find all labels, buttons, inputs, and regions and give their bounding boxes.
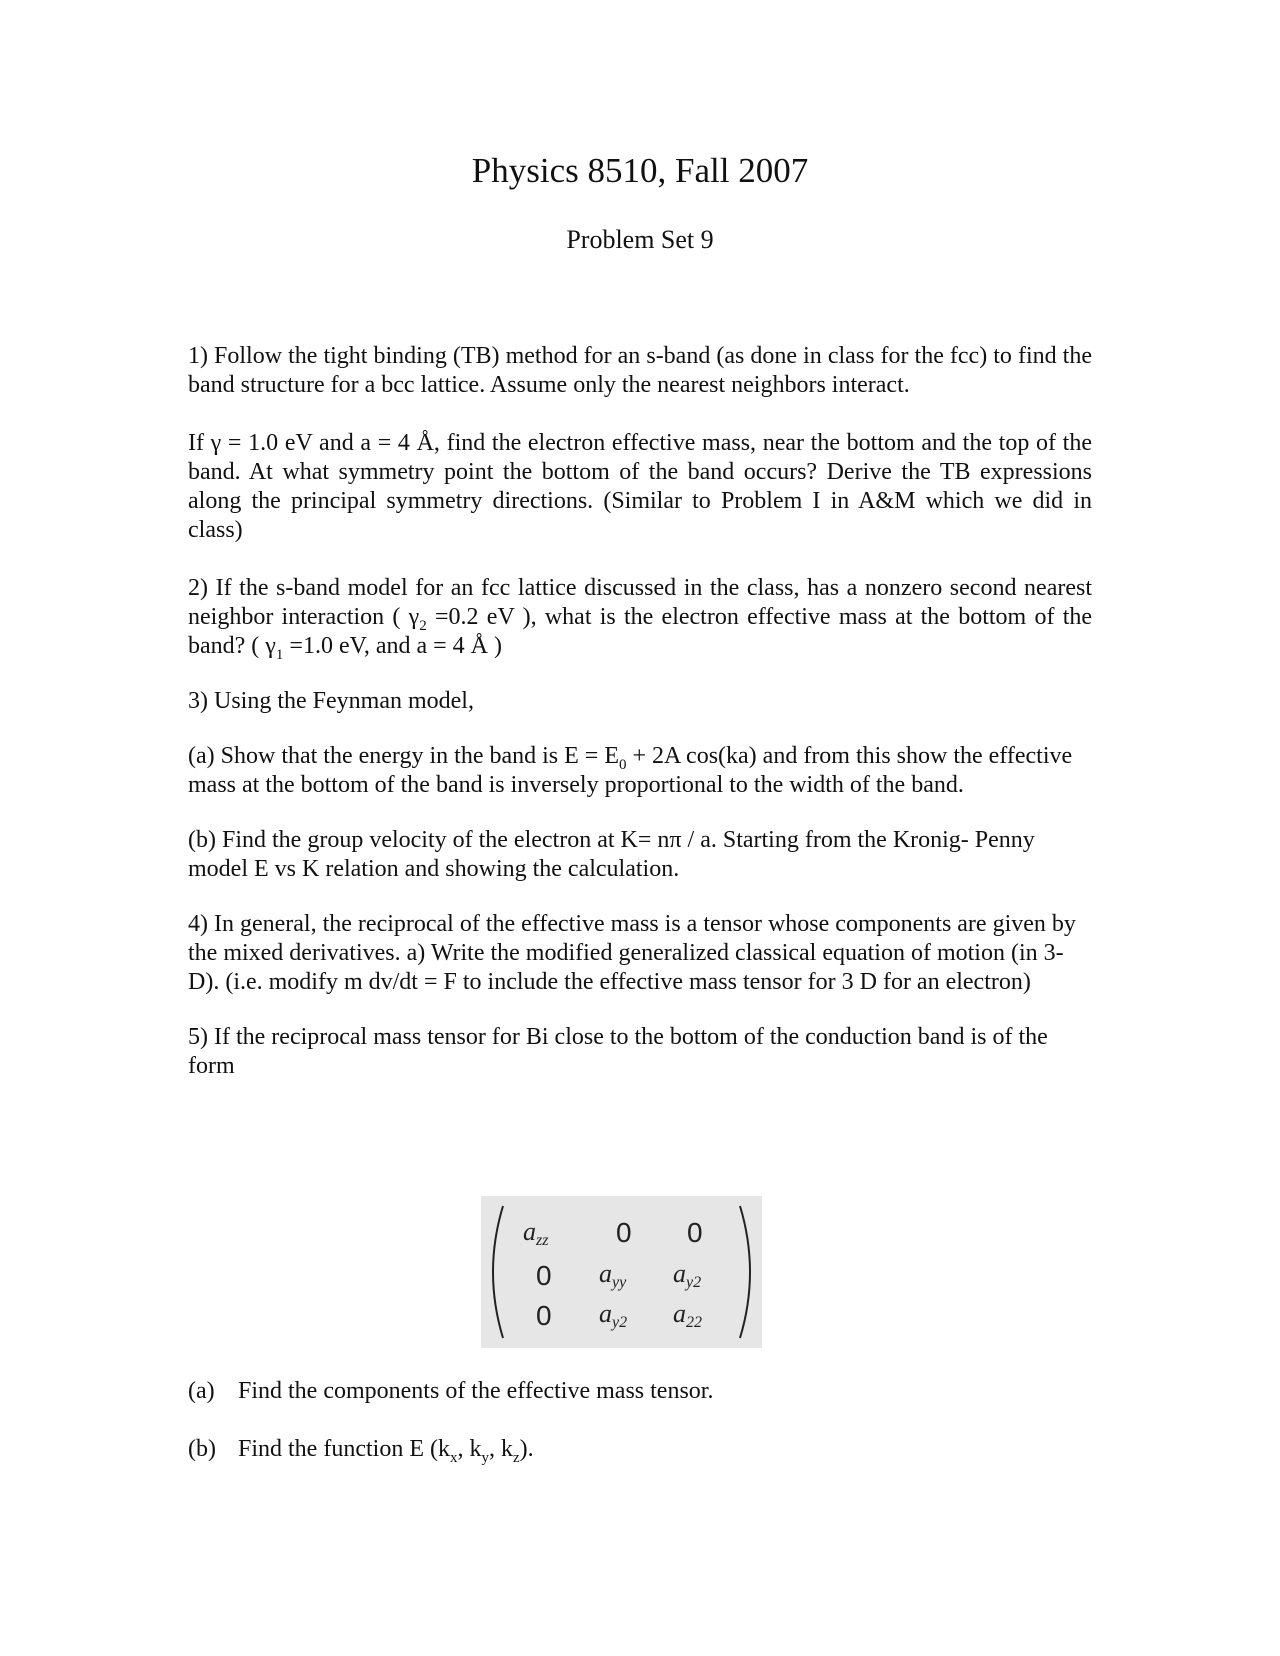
page-subtitle: Problem Set 9 xyxy=(566,225,714,254)
matrix-cell-r1c1: azz xyxy=(523,1217,549,1249)
problem-2-text-b: =0.2 eV ), what is the electron effective mass at the bottom of the band? ( γ xyxy=(188,604,1093,659)
subpart-a xyxy=(188,1377,713,1406)
kx-subscript: x xyxy=(449,1449,458,1466)
matrix-cell-r3c1: 0 xyxy=(536,1300,552,1331)
subpart-b xyxy=(188,1435,534,1464)
subpart-a-text: Find the components of the effective mass tensor. xyxy=(238,1378,714,1404)
page-title: Physics 8510, Fall 2007 xyxy=(471,151,809,190)
problem-list xyxy=(188,342,1092,1081)
left-parenthesis xyxy=(493,1206,503,1338)
problem-3-intro: 3) Using the Feynman model, xyxy=(188,688,474,714)
subpart-b-text-2: , k xyxy=(457,1436,482,1462)
matrix-cell-r1c2: 0 xyxy=(616,1217,632,1248)
subpart-b-text-3: , k xyxy=(488,1436,513,1462)
problem-1-parameters: If γ = 1.0 eV and a = 4 Å, find the electron effective mass, near the bottom and the top of the band. At what symmetry point the bottom of the band occurs? Derive the TB expressions along the principal symmetry directions. (Similar to Problem I in A&M which we did in class) xyxy=(188,430,1092,543)
problem-3a-text-2: + 2A cos(ka) and from this show the effective mass at the bottom of the band is inversely proportional to the width of the band. xyxy=(188,743,1073,798)
problem-2 xyxy=(188,574,1092,661)
problem-5: 5) If the reciprocal mass tensor for Bi close to the bottom of the conduction band is of the form xyxy=(188,1024,1048,1079)
right-parenthesis xyxy=(740,1206,750,1338)
matrix-cell-r1c3: 0 xyxy=(687,1217,703,1248)
problem-3a-text-1: (a) Show that the energy in the band is E = E xyxy=(188,743,619,769)
problem-3a xyxy=(188,742,1092,800)
gamma-2-subscript: 2 xyxy=(419,617,427,634)
problem-2-text-c: =1.0 eV, and a = 4 Å ) xyxy=(283,633,502,659)
reciprocal-mass-tensor-matrix xyxy=(481,1196,762,1348)
problem-2-text-a: 2) If the s-band model for an fcc lattice discussed in the class, has a nonzero second nearest neighbor interaction ( γ xyxy=(188,575,1092,630)
problem-4: 4) In general, the reciprocal of the effective mass is a tensor whose components are given by the mixed derivatives. a) Write the modified generalized classical equation of motion (in 3-D). (i.e. modify m dv/dt = F to include the effective mass tensor for 3 D for an electron) xyxy=(188,911,1076,995)
matrix-cell-r2c3: ay2 xyxy=(673,1259,702,1291)
e0-subscript: 0 xyxy=(619,756,627,773)
matrix-cell-r2c1: 0 xyxy=(536,1260,552,1291)
matrix-cell-r3c3: a22 xyxy=(673,1299,702,1331)
subpart-b-text-1: Find the function E (k xyxy=(238,1436,450,1462)
problem-3b: (b) Find the group velocity of the electron at K= nπ / a. Starting from the Kronig- Penny model E vs K relation and showing the calculation. xyxy=(188,827,1035,882)
problem-1: 1) Follow the tight binding (TB) method for an s-band (as done in class for the fcc) to find the band structure for a bcc lattice. Assume only the nearest neighbors interact. xyxy=(188,343,1092,398)
subpart-b-text-4: ). xyxy=(519,1436,534,1462)
subpart-a-label: (a) xyxy=(188,1378,215,1404)
gamma-1-subscript: 1 xyxy=(275,646,284,663)
ky-subscript: y xyxy=(481,1449,489,1466)
matrix-cell-r3c2: ay2 xyxy=(599,1299,628,1331)
subpart-b-label: (b) xyxy=(188,1436,216,1462)
matrix-cell-r2c2: ayy xyxy=(599,1259,627,1291)
kz-subscript: z xyxy=(512,1449,520,1466)
